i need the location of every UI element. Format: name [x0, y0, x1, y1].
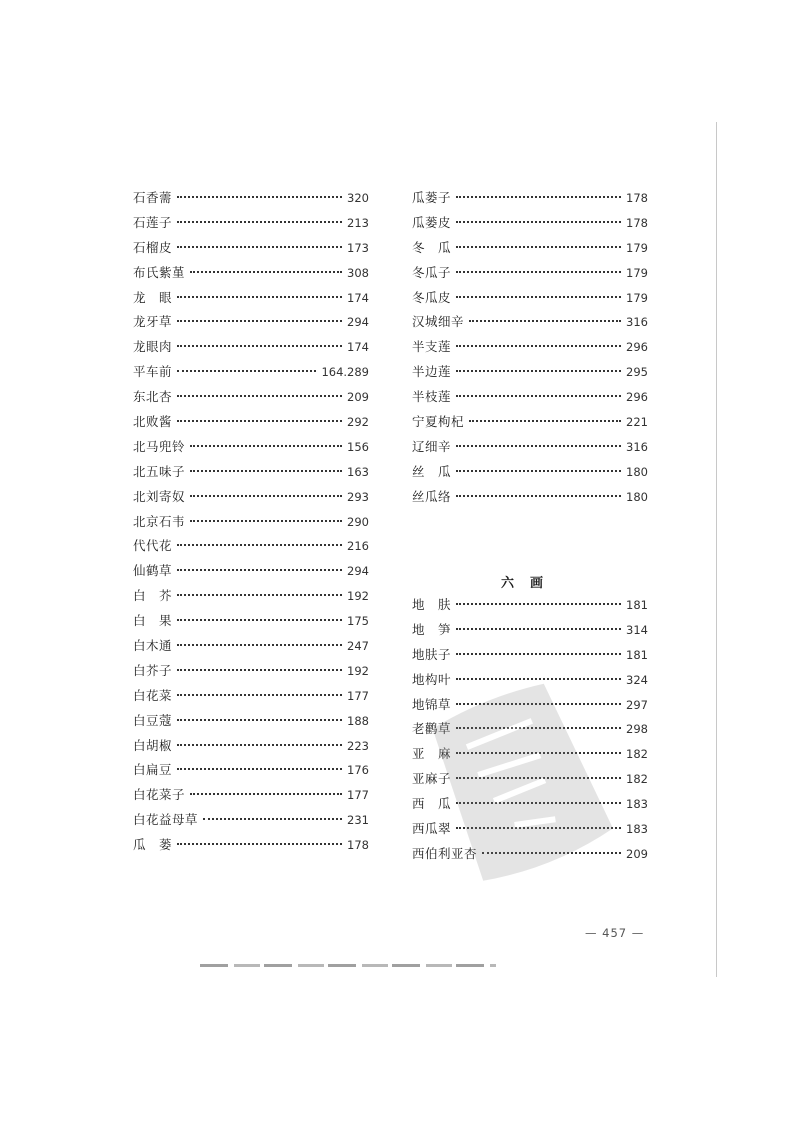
index-entry	[412, 412, 648, 437]
dot-leader	[456, 370, 621, 372]
entry-term: 老鹳草	[412, 721, 452, 737]
entry-page-number: 183	[626, 797, 648, 812]
entry-term: 白花菜	[133, 687, 173, 703]
entry-term: 地锦草	[412, 696, 452, 712]
entry-page-number: 192	[347, 589, 369, 604]
index-entry	[412, 462, 648, 487]
entry-page-number: 181	[626, 598, 648, 612]
entry-term: 北败酱	[133, 414, 173, 430]
dot-leader	[456, 395, 621, 397]
index-entry	[412, 312, 648, 337]
entry-page-number: 183	[626, 822, 648, 837]
dot-leader	[177, 420, 342, 422]
index-entry	[412, 288, 648, 313]
entry-term: 亚 麻	[412, 746, 452, 762]
index-entry	[133, 487, 369, 512]
entry-page-number: 290	[347, 514, 369, 529]
index-entry	[133, 736, 369, 761]
entry-page-number: 324	[626, 672, 648, 687]
entry-page-number: 179	[626, 290, 648, 305]
entry-term: 地构叶	[412, 671, 452, 687]
dot-leader	[177, 320, 342, 322]
entry-page-number: 298	[626, 722, 648, 737]
index-entry	[133, 586, 369, 611]
entry-page-number: 316	[626, 315, 648, 330]
dot-leader	[177, 544, 342, 546]
index-entry	[133, 711, 369, 736]
entry-term: 汉城细辛	[412, 314, 465, 330]
dot-leader	[456, 495, 621, 497]
entry-term: 瓜蒌皮	[412, 214, 452, 230]
dot-leader	[177, 644, 342, 646]
dot-leader	[190, 271, 342, 273]
dot-leader	[177, 768, 342, 770]
index-entry	[133, 611, 369, 636]
dot-leader	[177, 694, 342, 696]
index-entry	[133, 437, 369, 462]
entry-term: 石榴皮	[133, 239, 173, 255]
dot-leader	[177, 395, 342, 397]
entry-term: 北刘寄奴	[133, 488, 186, 504]
entry-term: 地 肤	[412, 597, 452, 612]
index-entry	[133, 661, 369, 686]
index-entry	[412, 362, 648, 387]
entry-term: 白 芥	[133, 588, 173, 604]
entry-term: 白木通	[133, 638, 173, 654]
index-entry	[412, 487, 648, 512]
entry-term: 白花益母草	[133, 812, 199, 828]
entry-page-number: 295	[626, 365, 648, 380]
entry-page-number: 209	[626, 846, 648, 861]
entry-term: 仙鹤草	[133, 563, 173, 579]
index-entry	[133, 387, 369, 412]
dot-leader	[190, 470, 342, 472]
section-heading: 六画	[500, 576, 559, 591]
index-column-right	[412, 188, 648, 512]
entry-page-number: 231	[347, 813, 369, 828]
index-entry	[133, 785, 369, 810]
index-entry	[412, 213, 648, 238]
index-entry	[412, 437, 648, 462]
index-entry	[133, 512, 369, 537]
entry-term: 丝 瓜	[412, 463, 452, 479]
page-edge-line	[716, 122, 717, 977]
entry-page-number: 320	[347, 191, 369, 205]
entry-page-number: 209	[347, 390, 369, 405]
dot-leader	[456, 603, 621, 605]
entry-page-number: 176	[347, 763, 369, 778]
dot-leader	[456, 470, 621, 472]
dot-leader	[456, 445, 621, 447]
entry-page-number: 156	[347, 439, 369, 454]
dot-leader	[177, 744, 342, 746]
entry-page-number: 178	[626, 191, 648, 205]
dot-leader	[456, 628, 621, 630]
dot-leader	[469, 320, 621, 322]
dot-leader	[177, 246, 342, 248]
entry-term: 白 果	[133, 613, 173, 629]
entry-term: 白豆蔻	[133, 712, 173, 728]
dot-leader	[456, 296, 621, 298]
index-entry	[133, 238, 369, 263]
page-number: — 457 —	[585, 926, 645, 940]
index-entry	[133, 213, 369, 238]
entry-term: 西瓜翠	[412, 821, 452, 837]
dot-leader	[456, 653, 621, 655]
index-entry	[133, 810, 369, 835]
entry-page-number: 294	[347, 564, 369, 579]
dot-leader	[190, 445, 342, 447]
entry-page-number: 181	[626, 647, 648, 662]
entry-term: 瓜 蒌	[133, 837, 173, 853]
index-entry	[412, 238, 648, 263]
index-entry	[133, 686, 369, 711]
entry-page-number: 294	[347, 315, 369, 330]
index-entry	[412, 387, 648, 412]
entry-term: 半枝莲	[412, 389, 452, 405]
entry-page-number: 223	[347, 738, 369, 753]
entry-term: 地 笋	[412, 621, 452, 637]
entry-page-number: 296	[626, 390, 648, 405]
dot-leader	[177, 370, 316, 372]
entry-page-number: 177	[347, 688, 369, 703]
entry-term: 龙牙草	[133, 314, 173, 330]
scan-smudge	[200, 964, 496, 967]
index-entry	[133, 561, 369, 586]
index-entry	[133, 412, 369, 437]
dot-leader	[177, 843, 342, 845]
dot-leader	[456, 246, 621, 248]
entry-page-number: 297	[626, 697, 648, 712]
index-entry	[133, 337, 369, 362]
entry-term: 东北杏	[133, 389, 173, 405]
entry-page-number: 292	[347, 415, 369, 430]
index-entry	[133, 288, 369, 313]
entry-page-number: 247	[347, 639, 369, 654]
entry-term: 龙 眼	[133, 289, 173, 305]
index-entry	[412, 645, 648, 670]
dot-leader	[177, 221, 342, 223]
dot-leader	[456, 345, 621, 347]
index-entry	[133, 188, 369, 213]
dot-leader	[177, 196, 342, 198]
entry-page-number: 179	[626, 240, 648, 255]
dot-leader	[456, 271, 621, 273]
entry-term: 西 瓜	[412, 796, 452, 812]
index-entry	[133, 536, 369, 561]
index-entry	[133, 263, 369, 288]
index-entry	[412, 595, 648, 620]
dot-leader	[203, 818, 342, 820]
dot-leader	[177, 669, 342, 671]
entry-term: 北马兜铃	[133, 438, 186, 454]
entry-page-number: 174	[347, 340, 369, 355]
entry-page-number: 213	[347, 215, 369, 230]
entry-page-number: 188	[347, 713, 369, 728]
index-entry	[133, 312, 369, 337]
entry-page-number: 178	[626, 215, 648, 230]
entry-term: 丝瓜络	[412, 488, 452, 504]
entry-page-number: 175	[347, 614, 369, 629]
entry-page-number: 308	[347, 265, 369, 280]
entry-term: 半边莲	[412, 364, 452, 380]
index-entry	[133, 362, 369, 387]
entry-page-number: 182	[626, 747, 648, 762]
entry-page-number: 314	[626, 622, 648, 637]
entry-term: 白花菜子	[133, 787, 186, 803]
entry-page-number: 178	[347, 838, 369, 853]
entry-term: 宁夏枸杞	[412, 414, 465, 430]
entry-term: 冬瓜皮	[412, 289, 452, 305]
entry-term: 平车前	[133, 364, 173, 380]
dot-leader	[190, 520, 342, 522]
entry-term: 白胡椒	[133, 737, 173, 753]
dot-leader	[177, 296, 342, 298]
entry-term: 冬瓜子	[412, 264, 452, 280]
entry-page-number: 293	[347, 489, 369, 504]
entry-term: 龙眼肉	[133, 339, 173, 355]
entry-page-number: 179	[626, 265, 648, 280]
entry-term: 亚麻子	[412, 771, 452, 787]
entry-term: 代代花	[133, 538, 173, 554]
dot-leader	[190, 793, 342, 795]
entry-page-number: 296	[626, 340, 648, 355]
dot-leader	[177, 594, 342, 596]
entry-page-number: 173	[347, 240, 369, 255]
index-entry	[412, 620, 648, 645]
entry-term: 地肤子	[412, 646, 452, 662]
entry-term: 半支莲	[412, 339, 452, 355]
entry-term: 石莲子	[133, 214, 173, 230]
entry-term: 白扁豆	[133, 762, 173, 778]
entry-page-number: 180	[626, 464, 648, 479]
index-entry	[412, 337, 648, 362]
dot-leader	[177, 569, 342, 571]
entry-term: 瓜蒌子	[412, 190, 452, 205]
entry-term: 北京石韦	[133, 513, 186, 529]
entry-page-number: 182	[626, 772, 648, 787]
entry-page-number: 192	[347, 663, 369, 678]
entry-page-number: 180	[626, 489, 648, 504]
dot-leader	[177, 719, 342, 721]
index-entry	[412, 188, 648, 213]
entry-page-number: 174	[347, 290, 369, 305]
entry-page-number: 221	[626, 415, 648, 430]
index-entry	[133, 462, 369, 487]
dot-leader	[469, 420, 621, 422]
index-entry	[133, 835, 369, 860]
entry-term: 白芥子	[133, 662, 173, 678]
entry-page-number: 177	[347, 788, 369, 803]
entry-term: 辽细辛	[412, 438, 452, 454]
entry-term: 布氏紫堇	[133, 264, 186, 280]
dot-leader	[456, 196, 621, 198]
index-column-left	[133, 188, 369, 860]
index-entry	[133, 636, 369, 661]
dot-leader	[177, 345, 342, 347]
index-entry	[133, 760, 369, 785]
entry-page-number: 163	[347, 464, 369, 479]
dot-leader	[190, 495, 342, 497]
entry-term: 北五味子	[133, 463, 186, 479]
entry-term: 冬 瓜	[412, 239, 452, 255]
entry-page-number: 216	[347, 539, 369, 554]
dot-leader	[177, 619, 342, 621]
entry-page-number: 316	[626, 439, 648, 454]
dot-leader	[456, 221, 621, 223]
entry-term: 西伯利亚杏	[412, 845, 478, 861]
entry-page-number: 164.289	[321, 365, 369, 380]
entry-term: 石香薷	[133, 190, 173, 205]
index-entry	[412, 263, 648, 288]
